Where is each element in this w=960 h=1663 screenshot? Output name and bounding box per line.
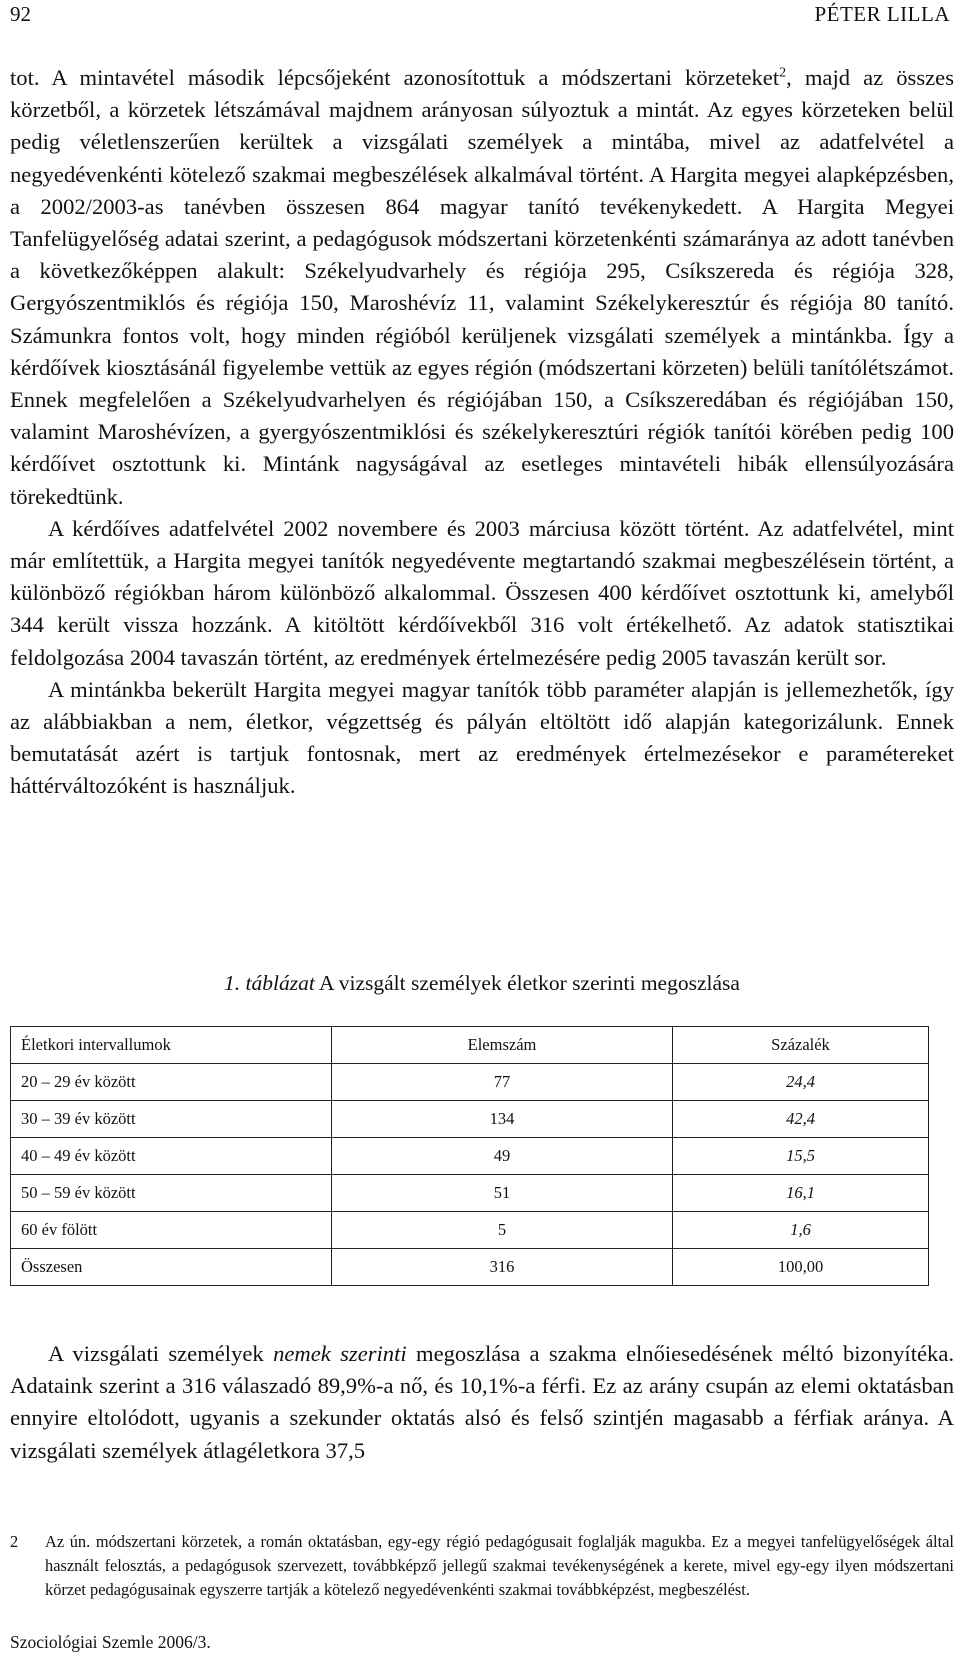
paragraph-data-collection: A kérdőíves adatfelvétel 2002 novembere és 2003 márciusa között történt. Az adatfelvétel, mint már említettük, a Hargita megyei tanítók negyedévente megtartandó szakmai megbeszélésein történt, a különböző régiókban három különböző alkalommal. Összesen 400 kérdőívet osztottunk ki, amelyből 344 került vissza hozzánk. A kitöltött kérdőívekből 316 volt értékelhető. Az adatok statisztikai feldolgozása 2004 tavaszán történt, az eredmények értelmezésére pedig 2005 tavaszán került sor.	[10, 515, 954, 670]
footnote-number: 2	[10, 1532, 19, 1551]
cell-count: 5	[332, 1212, 673, 1249]
column-header-count: Elemszám	[332, 1027, 673, 1064]
body-text-lower	[10, 1338, 954, 1467]
cell-age-interval: 50 – 59 év között	[11, 1175, 332, 1212]
column-header-percent: Százalék	[673, 1027, 929, 1064]
table-caption-label: 1. táblázat	[224, 971, 315, 995]
table-caption	[10, 968, 954, 998]
body-text-upper	[10, 62, 954, 803]
cell-age-interval: 60 év fölött	[11, 1212, 332, 1249]
emphasis-text: nemek szerinti	[273, 1341, 407, 1366]
table-row	[11, 1138, 929, 1175]
table-row	[11, 1064, 929, 1101]
cell-percent: 15,5	[673, 1138, 929, 1175]
paragraph-gender: A vizsgálati személyek nemek szerinti megoszlása a szakma elnőiesedésének méltó bizonyítéka. Adataink szerint a 316 válaszadó 89,9%-a nő, és 10,1%-a férfi. Ez az arány csupán az elemi oktatásban ennyire eltolódott, ugyanis a szekunder oktatás alsó és felső szintjén magasabb a férfiak aránya. A vizsgálati személyek átlagéletkora 37,5	[10, 1341, 954, 1463]
paragraph-sample-description: A mintánkba bekerült Hargita megyei magyar tanítók több paraméter alapján is jellemezhetők, így az alábbiakban a nem, életkor, végzettség és pályán eltöltött idő alapján kategorizálunk. Ennek bemutatását azért is tartjuk fontosnak, mert az eredmények értelmezésekor e paramétereket háttérváltozóként is használjuk.	[10, 676, 954, 799]
table-total-row	[11, 1249, 929, 1286]
cell-percent: 100,00	[673, 1249, 929, 1286]
cell-count: 316	[332, 1249, 673, 1286]
cell-percent: 16,1	[673, 1175, 929, 1212]
footnote-text: Az ún. módszertani körzetek, a román oktatásban, egy-egy régió pedagógusait foglalják magukba. Ez a megyei tanfelügyelőségek által használt felosztás, a pedagógusok szervezett, továbbképző jellegű szakmai tevékenységének a kerete, mivel egy-egy ilyen módszertani körzet pedagógusainak egyszerre tartják a kötelező negyedévenkénti szakmai továbbképzést, megbeszélést.	[45, 1532, 954, 1600]
cell-count: 77	[332, 1064, 673, 1101]
cell-count: 49	[332, 1138, 673, 1175]
table-header-row	[11, 1027, 929, 1064]
footnote-reference: 2	[779, 65, 787, 81]
cell-count: 51	[332, 1175, 673, 1212]
cell-age-interval: 20 – 29 év között	[11, 1064, 332, 1101]
running-header	[10, 2, 950, 28]
table-row	[11, 1212, 929, 1249]
cell-count: 134	[332, 1101, 673, 1138]
running-author: PÉTER LILLA	[814, 2, 950, 26]
cell-percent: 24,4	[673, 1064, 929, 1101]
column-header-age-interval: Életkori intervallumok	[11, 1027, 332, 1064]
table-row	[11, 1175, 929, 1212]
cell-percent: 42,4	[673, 1101, 929, 1138]
paragraph-sampling: tot. A mintavétel második lépcsőjeként azonosítottuk a módszertani körzeteket$^2$, majd az összes körzetből, a körzetek létszámával majdnem arányosan súlyoztuk a mintát. Az egyes körzeteken belül pedig véletlenszerűen kerültek a vizsgálati személyek a mintába, mivel az adatfelvétel a negyedévenkénti kötelező szakmai megbeszélések alkalmával történt. A Hargita megyei alapképzésben, a 2002/2003-as tanévben összesen 864 magyar tanító tevékenykedett. A Hargita Megyei Tanfelügyelőség adatai szerint, a pedagógusok módszertani körzetenkénti számaránya az adott tanévben a következőképpen alakult: Székelyudvarhely és régiója 295, Csíkszereda és régiója 328, Gergyószentmiklós és régiója 150, Maroshévíz 11, valamint Székelykeresztúr és régiója 80 tanító. Számunkra fontos volt, hogy minden régióból kerüljenek vizsgálati személyek a mintánkba. Így a kérdőívek kiosztásánál figyelembe vettük az egyes régión (módszertani körzeten) belüli tanítólétszámot. Ennek megfelelően a Székelyudvarhelyen és régiójában 150, a Csíkszeredában és régiójában 150, valamint Maroshévízen, a gyergyószentmiklósi és székelykeresztúri régiók tanítói körében pedig 100 kérdőívet osztottunk ki. Mintánk nagyságával az esetleges mintavételi hibák ellensúlyozására törekedtünk.	[10, 65, 954, 509]
table-caption-text: A vizsgált személyek életkor szerinti megoszlása	[314, 971, 740, 995]
cell-age-interval: 30 – 39 év között	[11, 1101, 332, 1138]
cell-percent: 1,6	[673, 1212, 929, 1249]
cell-age-interval: Összesen	[11, 1249, 332, 1286]
page-footer: Szociológiai Szemle 2006/3.	[10, 1632, 211, 1652]
age-distribution-table	[10, 1026, 929, 1286]
cell-age-interval: 40 – 49 év között	[11, 1138, 332, 1175]
table-row	[11, 1101, 929, 1138]
page-number: 92	[10, 2, 31, 26]
footnote	[10, 1530, 954, 1603]
